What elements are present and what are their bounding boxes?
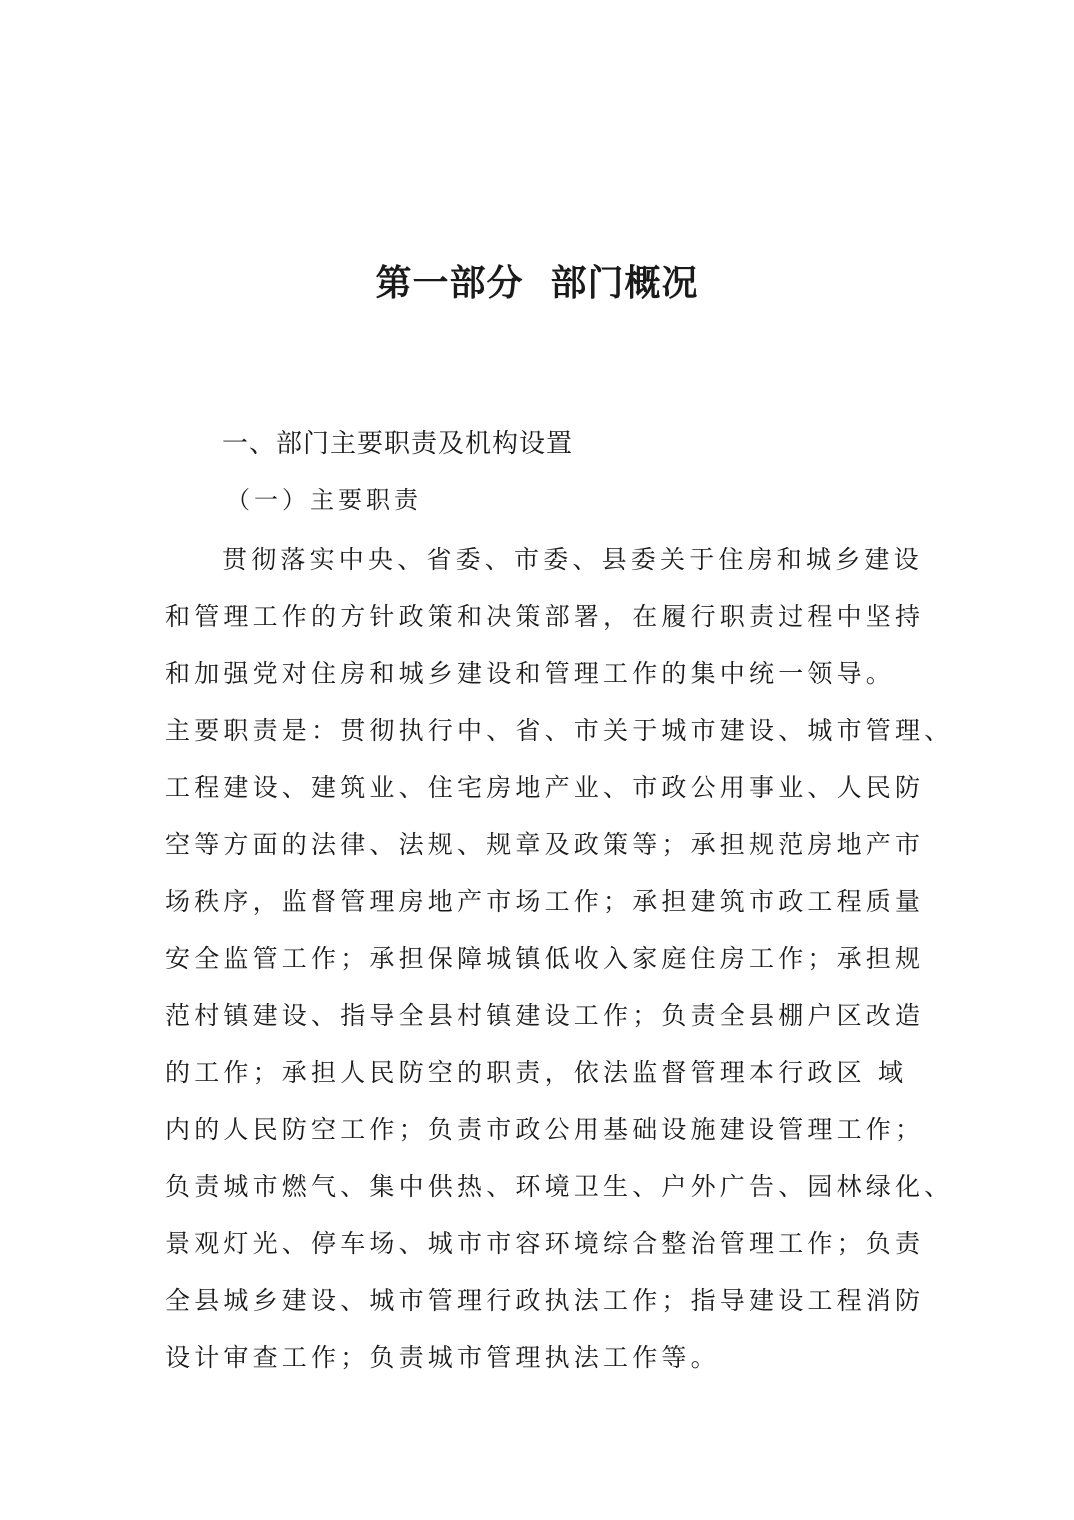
text-line: 全县城乡建设、城市管理行政执法工作；指导建设工程消防 [165,1286,925,1315]
text-line: 空等方面的法律、法规、规章及政策等；承担规范房地产市 [165,830,925,859]
body-text [165,538,954,1393]
section-heading: 一、部门主要职责及机构设置 [222,429,574,459]
part-title: 第一部分 部门概况 [375,263,699,304]
text-line: 贯彻落实中央、省委、市委、县委关于住房和城乡建设 [222,545,923,574]
paragraph-1 [165,538,925,709]
text-line: 的工作；承担人民防空的职责，依法监督管理本行政区 域 [165,1058,908,1087]
text-line: 工程建设、建筑业、住宅房地产业、市政公用事业、人民防 [165,773,925,802]
text-line: 内的人民防空工作；负责市政公用基础设施建设管理工作； [165,1115,925,1144]
text-line: 场秩序，监督管理房地产市场工作；承担建筑市政工程质量 [165,887,925,916]
text-line: 和管理工作的方针政策和决策部署，在履行职责过程中坚持 [165,602,925,631]
text-line: 安全监管工作；承担保障城镇低收入家庭住房工作；承担规 [165,944,925,973]
text-line: 景观灯光、停车场、城市市容环境综合整治管理工作；负责 [165,1229,925,1258]
text-line: 设计审查工作；负责城市管理执法工作等。 [165,1343,720,1372]
text-line: 负责城市燃气、集中供热、环境卫生、户外广告、园林绿化、 [165,1172,954,1201]
paragraph-2 [165,709,954,1393]
sub-heading: （一）主要职责 [226,486,422,514]
text-line: 和加强党对住房和城乡建设和管理工作的集中统一领导。 [165,659,896,688]
text-line: 范村镇建设、指导全县村镇建设工作；负责全县棚户区改造 [165,1001,925,1030]
text-line: 主要职责是：贯彻执行中、省、市关于城市建设、城市管理、 [165,716,954,745]
